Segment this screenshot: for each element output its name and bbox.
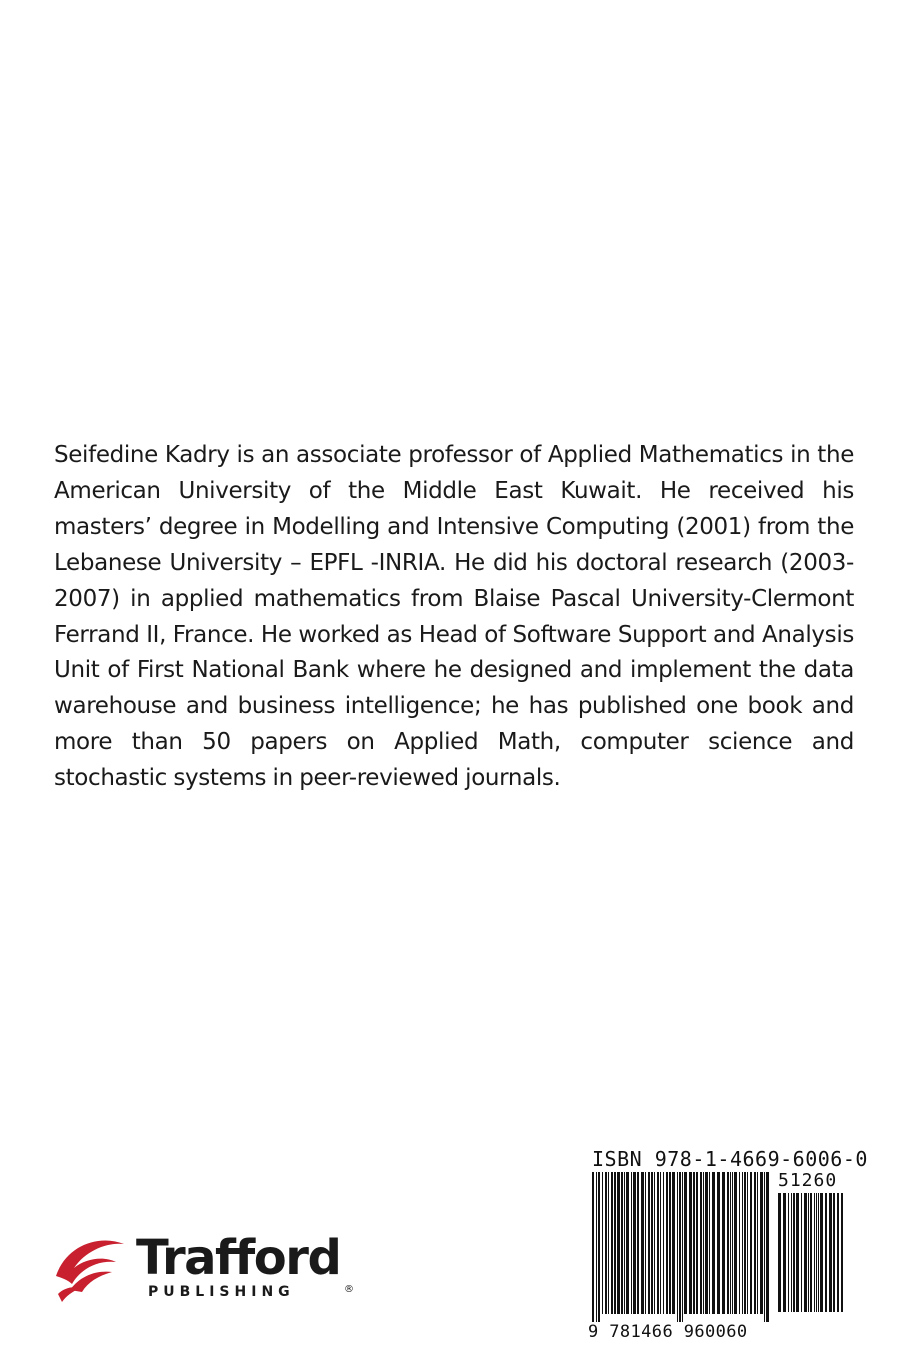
publisher-subtitle: PUBLISHING (148, 1284, 295, 1300)
barcode-bar (669, 1172, 671, 1314)
addon-barcode (776, 1193, 846, 1320)
barcode-bar (764, 1172, 765, 1322)
barcode-bar (598, 1172, 600, 1322)
barcode-bar (651, 1172, 653, 1314)
barcode-bar (605, 1172, 607, 1314)
barcode-bar (631, 1172, 632, 1314)
barcode-bar (783, 1193, 786, 1312)
barcode-bar (841, 1193, 843, 1312)
barcode-bar (791, 1193, 792, 1312)
barcode-bar (766, 1172, 769, 1322)
barcode-bar (717, 1172, 720, 1314)
barcode-bar (793, 1193, 795, 1312)
barcode-bar (804, 1193, 807, 1312)
ean-barcode (590, 1172, 770, 1322)
barcode-bar (679, 1172, 681, 1322)
barcode-bar (596, 1172, 597, 1322)
registered-mark: ® (344, 1284, 354, 1295)
barcode-bar (641, 1172, 644, 1314)
barcode-bar (592, 1172, 594, 1322)
barcode-bar (633, 1172, 636, 1314)
barcode-bar (648, 1172, 650, 1314)
barcode-bar (825, 1193, 827, 1312)
barcode-bar (734, 1172, 737, 1314)
isbn-label: ISBN 978-1-4669-6006-0 (592, 1147, 868, 1171)
barcode-bar (730, 1172, 731, 1314)
barcode-bar (654, 1172, 655, 1314)
barcode-bar (696, 1172, 698, 1314)
price-addon-label: 51260 (778, 1170, 838, 1191)
publisher-name: Trafford (136, 1230, 341, 1286)
barcode-bar (624, 1172, 625, 1314)
barcode-bar (801, 1193, 802, 1312)
barcode-bar (727, 1172, 729, 1314)
ean-digits: 9 781466 960060 (588, 1322, 748, 1342)
publisher-logo (52, 1232, 362, 1307)
barcode-bar (833, 1193, 835, 1312)
barcode-bar (682, 1172, 683, 1322)
barcode-bar (672, 1172, 675, 1314)
barcode-bar (760, 1172, 763, 1314)
barcode-bar (742, 1172, 743, 1314)
barcode-bar (712, 1172, 715, 1314)
barcode-bar (750, 1172, 752, 1314)
barcode-bar (689, 1172, 692, 1314)
barcode-bar (754, 1172, 756, 1314)
barcode-bar (660, 1172, 661, 1314)
barcode-bar (732, 1172, 733, 1314)
barcode-bar (657, 1172, 659, 1314)
author-bio: Seifedine Kadry is an associate professor of Applied Mathematics in the American University of the Middle East Kuwait. He received his masters’ degree in Modelling and Intensive Computing (2001) from the Lebanese University – EPFL -INRIA. He did his doctoral research (2003-2007) in applied mathematics from Blaise Pascal University-Clermont Ferrand II, France. He worked as Head of Software Support and Analysis Unit of First National Bank where he designed and implement the data warehouse and business intelligence; he has published one book and more than 50 papers on Applied Math, computer science and stochastic systems in peer-reviewed journals. (54, 442, 854, 792)
barcode-bar (705, 1172, 708, 1314)
barcode-bar (810, 1193, 812, 1312)
barcode-bar (700, 1172, 702, 1314)
barcode-bar (818, 1193, 819, 1312)
barcode-bar (709, 1172, 710, 1314)
barcode-bar (637, 1172, 639, 1314)
barcode-bar (608, 1172, 609, 1314)
barcode-bar (816, 1193, 817, 1312)
barcode-bar (626, 1172, 629, 1314)
barcode-bar (666, 1172, 668, 1314)
barcode-bar (617, 1172, 620, 1314)
barcode-bar (778, 1193, 781, 1312)
barcode-bar (602, 1172, 603, 1314)
barcode-bar (808, 1193, 809, 1312)
barcode-bar (621, 1172, 623, 1314)
barcode-bar (611, 1172, 613, 1314)
barcode-bar (829, 1193, 832, 1312)
barcode-bar (820, 1193, 823, 1312)
barcode-bar (757, 1172, 758, 1314)
barcode-bar (722, 1172, 725, 1314)
barcode-bar (814, 1193, 815, 1312)
barcode-bar (645, 1172, 646, 1314)
barcode-bar (693, 1172, 695, 1314)
barcode-bar (684, 1172, 687, 1314)
barcode-bar (614, 1172, 616, 1314)
barcode-bar (677, 1172, 678, 1322)
barcode-bar (663, 1172, 664, 1314)
barcode-bar (744, 1172, 746, 1314)
barcode-bar (837, 1193, 839, 1312)
wave-logo-icon (52, 1232, 144, 1307)
barcode-bar (703, 1172, 704, 1314)
barcode-bar (796, 1193, 799, 1312)
barcode-bar (739, 1172, 740, 1314)
barcode-bar (747, 1172, 748, 1314)
barcode-bar (788, 1193, 789, 1312)
